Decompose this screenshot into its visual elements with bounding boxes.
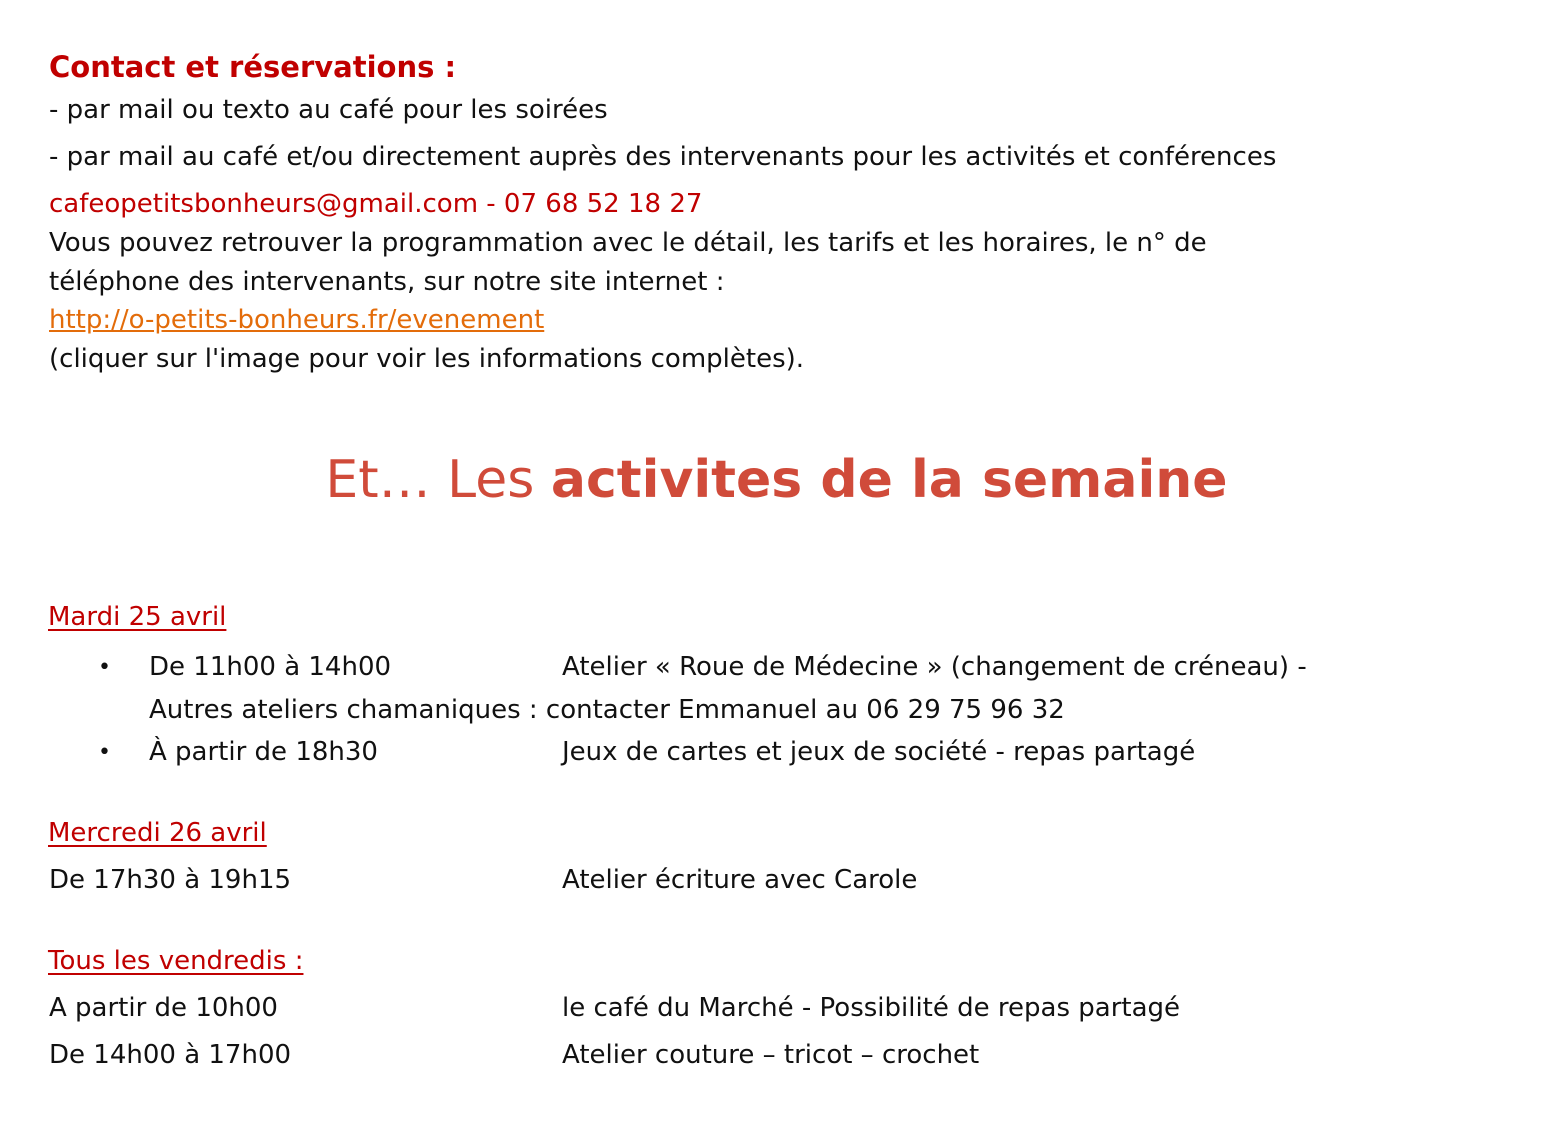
bullet-icon: • xyxy=(98,655,111,680)
day-heading-fridays: Tous les vendredis : xyxy=(48,946,304,976)
event-description: Atelier « Roue de Médecine » (changement de créneau) - xyxy=(562,652,1307,682)
contact-email-phone[interactable]: cafeopetitsbonheurs@gmail.com - 07 68 52 18 27 xyxy=(49,189,703,219)
event-description: Atelier couture – tricot – crochet xyxy=(562,1040,980,1070)
section-title-prefix: Et… Les xyxy=(325,450,551,510)
day-heading-tuesday: Mardi 25 avril xyxy=(48,602,227,632)
event-time: De 17h30 à 19h15 xyxy=(49,865,292,895)
info-line-1: Vous pouvez retrouver la programmation avec le détail, les tarifs et les horaires, le n° de xyxy=(49,228,1207,258)
event-description: Jeux de cartes et jeux de société - repas partagé xyxy=(562,737,1196,767)
contact-line-evenings: - par mail ou texto au café pour les soirées xyxy=(49,95,608,125)
event-time: À partir de 18h30 xyxy=(149,737,378,767)
event-time: De 14h00 à 17h00 xyxy=(49,1040,292,1070)
section-title xyxy=(0,448,1553,512)
info-line-2: téléphone des intervenants, sur notre site internet : xyxy=(49,267,725,297)
event-description-continued: Autres ateliers chamaniques : contacter Emmanuel au 06 29 75 96 32 xyxy=(149,695,1065,725)
website-link[interactable]: http://o-petits-bonheurs.fr/evenement xyxy=(49,305,545,335)
event-description: Atelier écriture avec Carole xyxy=(562,865,918,895)
bullet-icon: • xyxy=(98,740,111,765)
contact-line-activities: - par mail au café et/ou directement auprès des intervenants pour les activités et conférences xyxy=(49,142,1277,172)
event-time: De 11h00 à 14h00 xyxy=(149,652,392,682)
event-description: le café du Marché - Possibilité de repas partagé xyxy=(562,993,1181,1023)
day-heading-wednesday: Mercredi 26 avril xyxy=(48,818,267,848)
section-title-bold: activites de la semaine xyxy=(550,450,1228,510)
info-note: (cliquer sur l'image pour voir les informations complètes). xyxy=(49,344,805,374)
event-time: A partir de 10h00 xyxy=(49,993,278,1023)
contact-heading: Contact et réservations : xyxy=(49,50,457,84)
